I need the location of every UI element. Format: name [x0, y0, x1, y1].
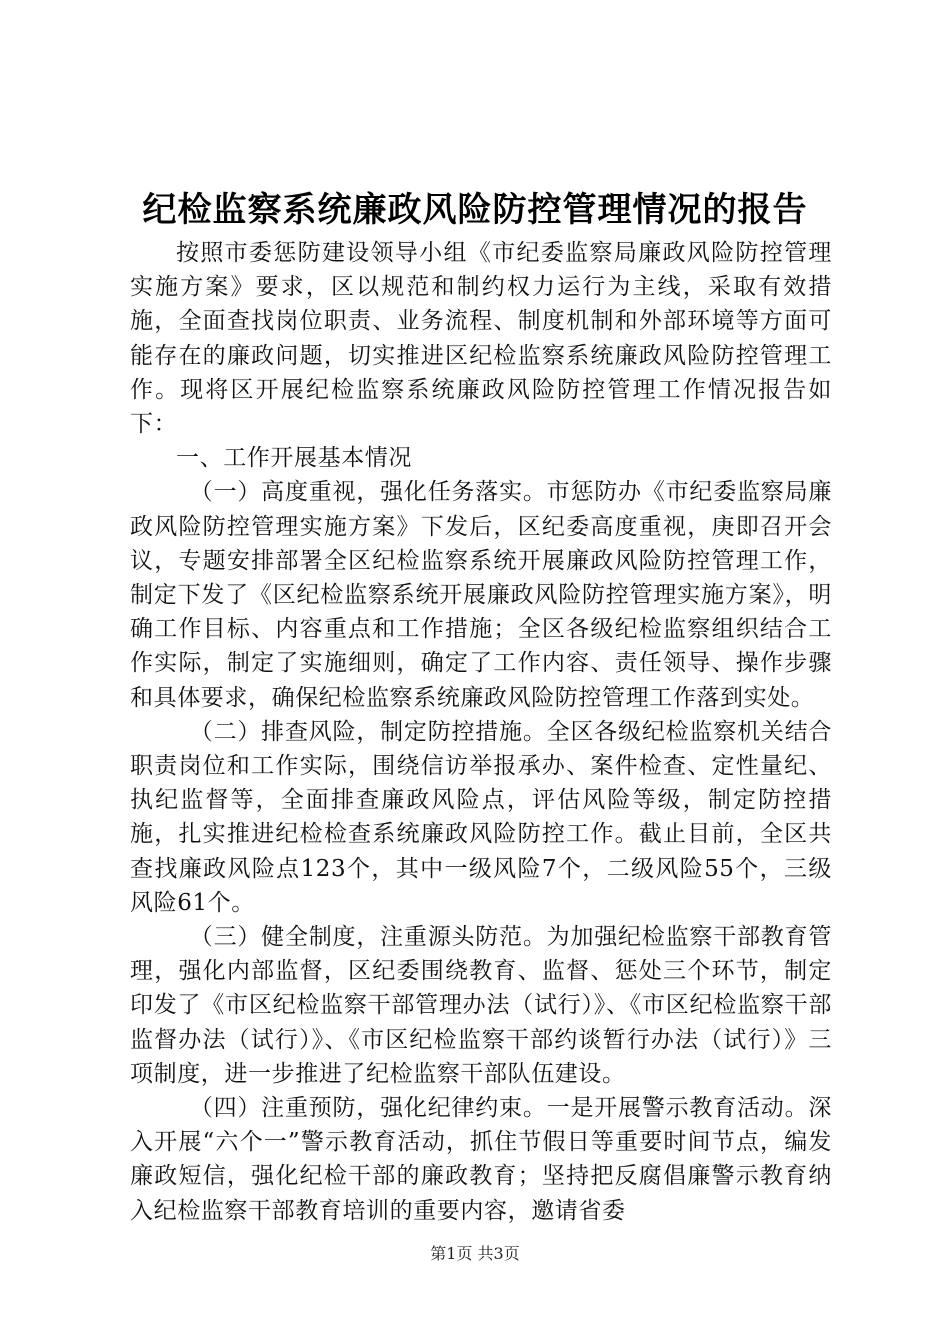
intro-paragraph: 按照市委惩防建设领导小组《市纪委监察局廉政风险防控管理实施方案》要求，区以规范和制约权力运行为主线，采取有效措施，全面查找岗位职责、业务流程、制度机制和外部环境等方面可能存在的廉政问题，切实推进区纪检监察系统廉政风险防控管理工作。现将区开展纪检监察系统廉政风险防控管理工作情况报告如下： — [130, 240, 832, 438]
paragraph-item-2: （二）排查风险，制定防控措施。全区各级纪检监察机关结合职责岗位和工作实际，围绕信访举报承办、案件检查、定性量纪、执纪监督等，全面排查廉政风险点，评估风险等级，制定防控措施，扎实推进纪检检查系统廉政风险防控工作。截止目前，全区共查找廉政风险点123个，其中一级风险7个，二级风险55个，三级风险61个。 — [130, 718, 832, 916]
paragraph-item-4: （四）注重预防，强化纪律约束。一是开展警示教育活动。深入开展“六个一”警示教育活动，抓住节假日等重要时间节点，编发廉政短信，强化纪检干部的廉政教育；坚持把反腐倡廉警示教育纳入纪检监察干部教育培训的重要内容，邀请省委 — [130, 1095, 832, 1224]
page-footer: 第1页 共3页 — [430, 1244, 520, 1263]
document-body — [130, 236, 832, 1228]
paragraph-item-1: （一）高度重视，强化任务落实。市惩防办《市纪委监察局廉政风险防控管理实施方案》下发后，区纪委高度重视，庚即召开会议，专题安排部署全区纪检监察系统开展廉政风险防控管理工作，制定下发了《区纪检监察系统开展廉政风险防控管理实施方案》，明确工作目标、内容重点和工作措施；全区各级纪检监察组织结合工作实际，制定了实施细则，确定了工作内容、责任领导、操作步骤和具体要求，确保纪检监察系统廉政风险防控管理工作落到实处。 — [130, 479, 832, 711]
paragraph-item-3: （三）健全制度，注重源头防范。为加强纪检监察干部教育管理，强化内部监督，区纪委围绕教育、监督、惩处三个环节，制定印发了《市区纪检监察干部管理办法（试行）》、《市区纪检监察干部监督办法（试行）》、《市区纪检监察干部约谈暂行办法（试行）》三项制度，进一步推进了纪检监察干部队伍建设。 — [130, 924, 832, 1087]
page-title: 纪检监察系统廉政风险防控管理情况的报告 — [142, 190, 808, 230]
section-heading: 一、工作开展基本情况 — [176, 445, 412, 472]
